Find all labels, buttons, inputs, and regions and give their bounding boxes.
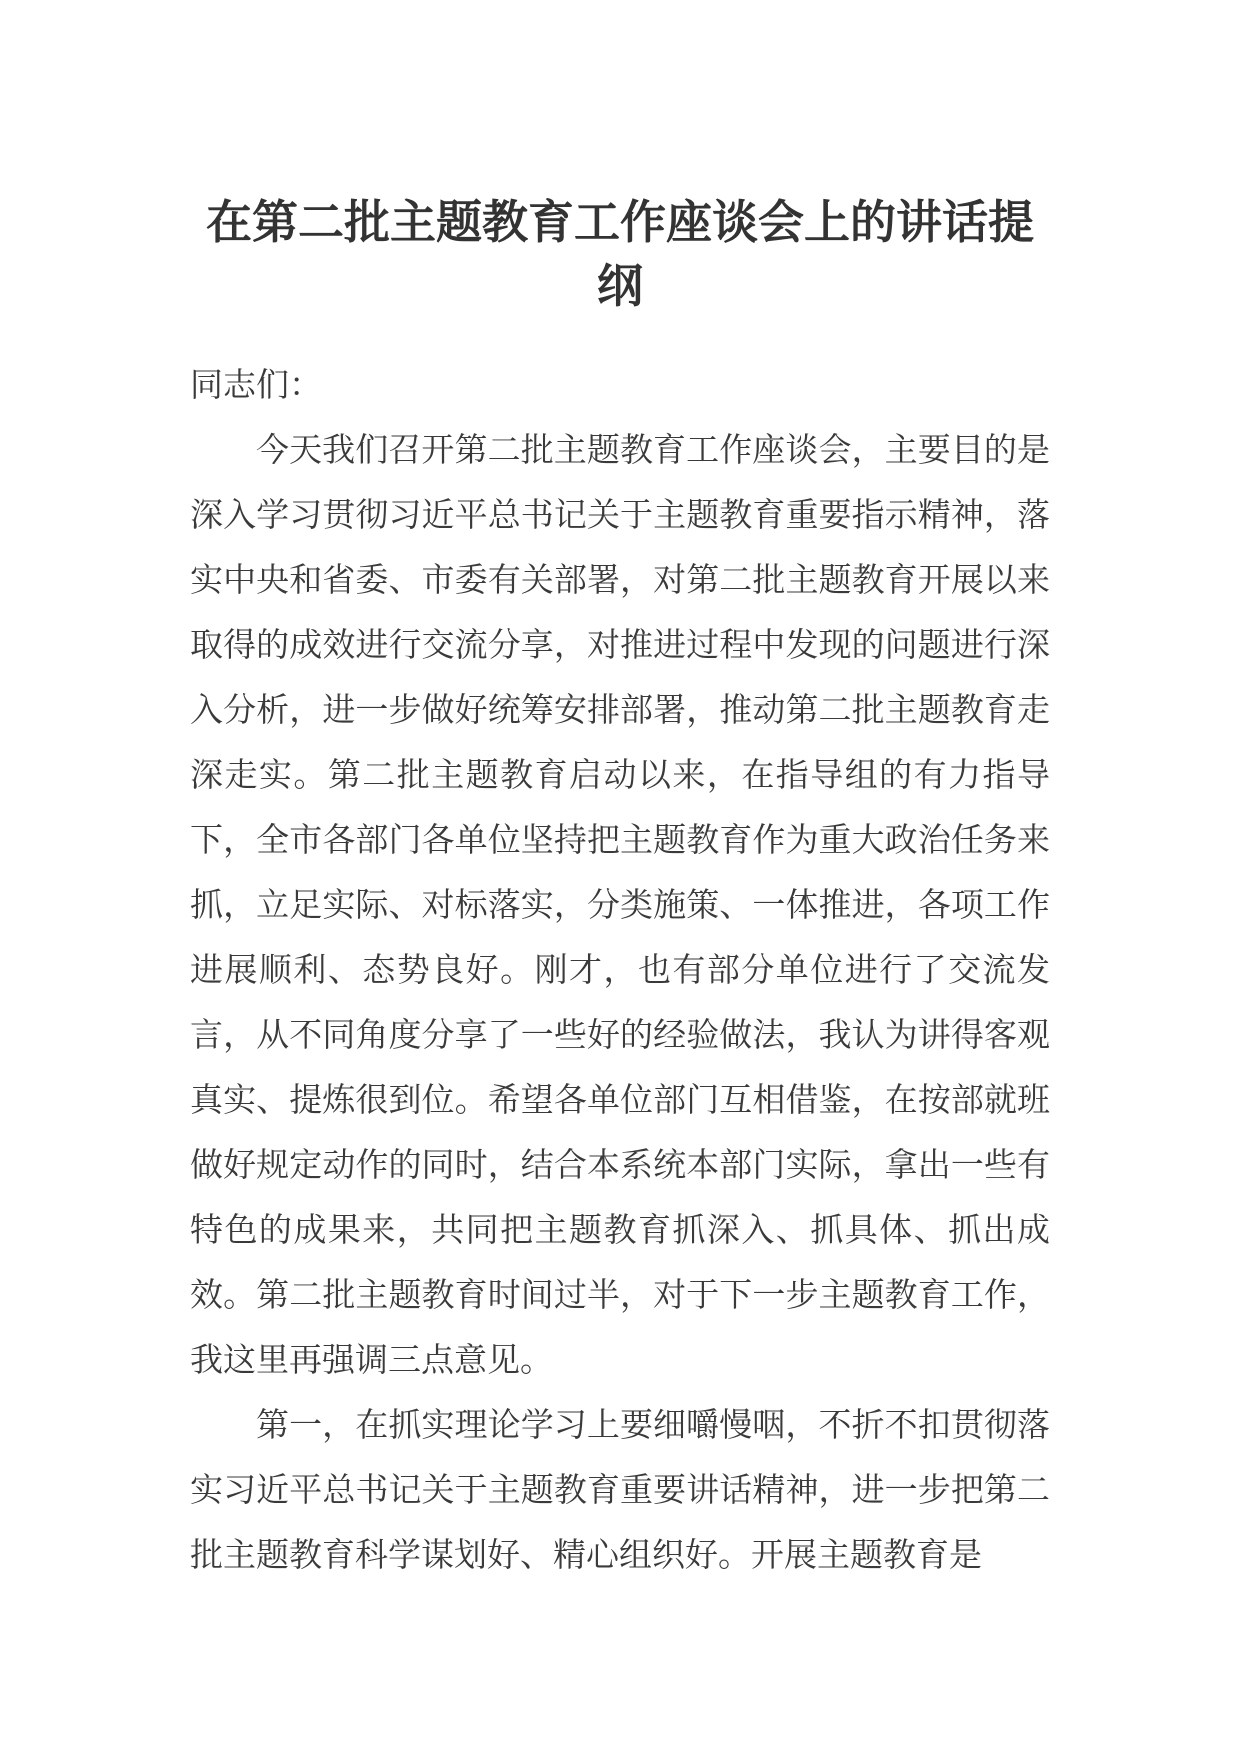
paragraph-1: 今天我们召开第二批主题教育工作座谈会，主要目的是深入学习贯彻习近平总书记关于主题教育重要指示精神，落实中央和省委、市委有关部署，对第二批主题教育开展以来取得的成效进行交流分享，对推进过程中发现的问题进行深入分析，进一步做好统筹安排部署，推动第二批主题教育走深走实。第二批主题教育启动以来，在指导组的有力指导下，全市各部门各单位坚持把主题教育作为重大政治任务来抓，立足实际、对标落实，分类施策、一体推进，各项工作进展顺利、态势良好。刚才，也有部分单位进行了交流发言，从不同角度分享了一些好的经验做法，我认为讲得客观真实、提炼很到位。希望各单位部门互相借鉴，在按部就班做好规定动作的同时，结合本系统本部门实际，拿出一些有特色的成果来，共同把主题教育抓深入、抓具体、抓出成效。第二批主题教育时间过半，对于下一步主题教育工作，我这里再强调三点意见。 — [190, 430, 1050, 1379]
salutation: 同志们： — [190, 365, 322, 404]
document-title: 在第二批主题教育工作座谈会上的讲话提纲 — [206, 195, 1034, 313]
paragraph-2: 第一，在抓实理论学习上要细嚼慢咽，不折不扣贯彻落实习近平总书记关于主题教育重要讲话精神，进一步把第二批主题教育科学谋划好、精心组织好。开展主题教育是 — [190, 1405, 1050, 1574]
document-body — [190, 352, 1050, 1587]
